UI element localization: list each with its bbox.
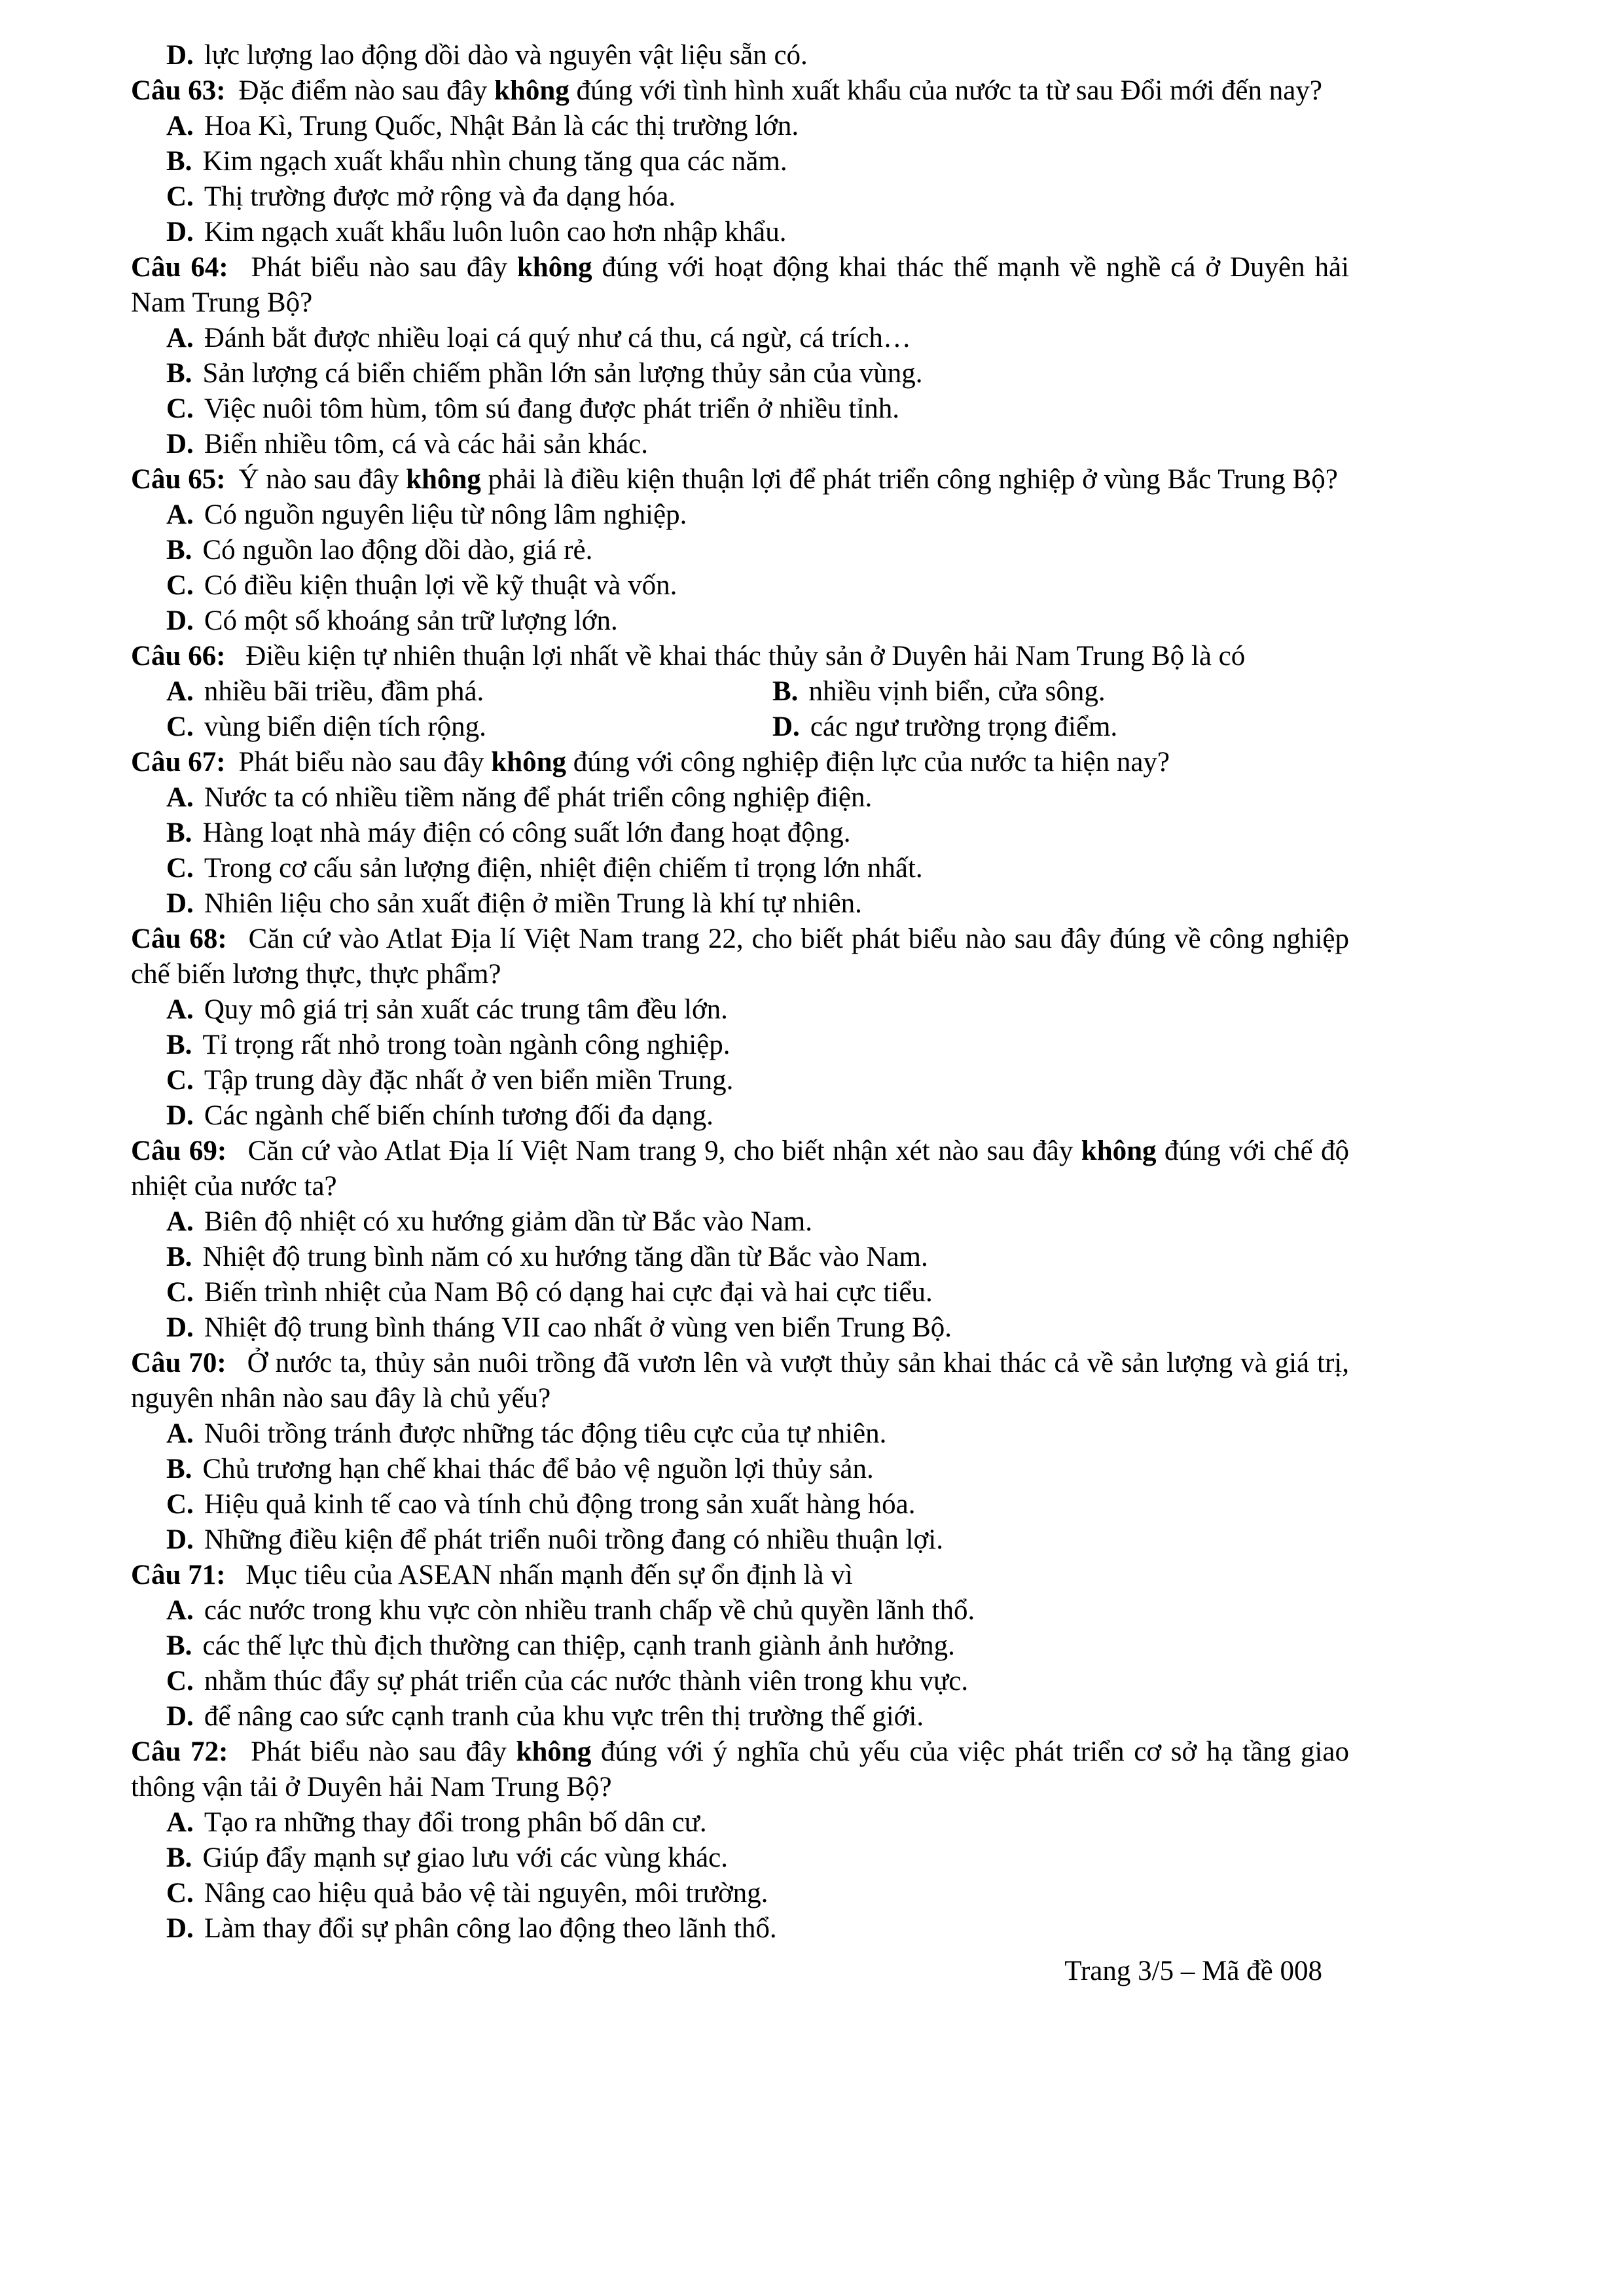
option-text: Thị trường được mở rộng và đa dạng hóa. [204,181,676,212]
option-row [131,533,1349,568]
option-row [131,1487,1349,1522]
option-row [131,1275,1349,1310]
option-row [131,1805,1349,1840]
option-letter: B. [166,817,192,848]
option-text: các thế lực thù địch thường can thiệp, cạnh tranh giành ảnh hưởng. [202,1630,955,1661]
options-list [131,780,1349,922]
option-row [131,391,1349,427]
options-list [131,1593,1349,1734]
stem-text: Điều kiện tự nhiên thuận lợi nhất về khai thác thủy sản ở Duyên hải Nam Trung Bộ là có [238,641,1246,672]
option-letter: C. [166,181,194,212]
option-row [131,568,1349,603]
option-text: các ngư trường trọng điểm. [810,711,1118,742]
option-text: Trong cơ cấu sản lượng điện, nhiệt điện chiếm tỉ trọng lớn nhất. [204,853,923,884]
option-text: Nhiệt độ trung bình năm có xu hướng tăng dần từ Bắc vào Nam. [202,1242,928,1272]
stem-text: đúng với tình hình xuất khẩu của nước ta từ sau Đổi mới đến nay? [569,75,1322,106]
stem-text: Đặc điểm nào sau đây [238,75,494,106]
option-row [131,356,1349,391]
option-row [131,1240,1349,1275]
option-row [131,1699,1349,1734]
option-letter: B. [166,535,192,565]
option-text: Có điều kiện thuận lợi về kỹ thuật và vốn. [204,570,677,601]
question-block [131,639,1349,745]
stem-text: Phát biểu nào sau đây [241,1736,516,1767]
option-text: Các ngành chế biến chính tương đối đa dạng. [204,1100,713,1131]
options-list [131,1204,1349,1346]
option-row [772,674,1349,709]
question-block [131,1734,1349,1946]
option-letter: D. [166,1312,194,1343]
option-row [131,851,1349,886]
questions-container [131,38,1349,1946]
option-row [131,1593,1349,1628]
option-row [131,427,1349,462]
option-letter: C. [166,393,194,424]
option-text: nhiều bãi triều, đầm phá. [204,676,484,707]
options-list [131,497,1349,639]
question-number: Câu 69: [131,1136,227,1166]
option-row [131,1840,1349,1876]
option-row [131,144,1349,179]
options-list [131,1805,1349,1946]
option-letter: D. [166,1701,194,1732]
option-text: Nuôi trồng tránh được những tác động tiêu cực của tự nhiên. [204,1418,887,1449]
option-letter: B. [166,1630,192,1661]
option-letter: C. [166,1666,194,1696]
option-letter: B. [166,146,192,177]
question-stem [131,1134,1349,1204]
question-number: Câu 64: [131,252,228,283]
option-text: Đánh bắt được nhiều loại cá quý như cá thu, cá ngừ, cá trích… [204,323,911,353]
stem-text: Căn cứ vào Atlat Địa lí Việt Nam trang 9, cho biết nhận xét nào sau đây [240,1136,1081,1166]
option-text: Kim ngạch xuất khẩu nhìn chung tăng qua các năm. [202,146,787,177]
option-row [131,1628,1349,1664]
option-row [131,1204,1349,1240]
option-row [131,780,1349,816]
option-row [131,1452,1349,1487]
option-letter: D. [166,888,194,919]
option-text: Việc nuôi tôm hùm, tôm sú đang được phát triển ở nhiều tỉnh. [204,393,900,424]
question-block [131,1134,1349,1346]
stem-text: Ý nào sau đây [238,464,406,495]
option-letter: D. [772,711,800,742]
option-letter: D. [166,217,194,247]
option-row [131,1416,1349,1452]
option-text: Những điều kiện để phát triển nuôi trồng đang có nhiều thuận lợi. [204,1524,943,1555]
options-list [131,1416,1349,1558]
question-stem [131,639,1349,674]
option-text: vùng biển diện tích rộng. [204,711,486,742]
options-list [131,992,1349,1134]
option-letter: D. [166,429,194,459]
option-row [166,709,772,745]
option-letter: B. [166,1454,192,1484]
option-row [131,1876,1349,1911]
stem-text: đúng với ý nghĩa chủ yếu của việc phát triển cơ sở hạ tầng giao thông vận tải ở Duyên hải Nam Trung Bộ? [131,1736,1349,1803]
option-letter: C. [166,711,194,742]
option-text: Làm thay đổi sự phân công lao động theo lãnh thổ. [204,1913,777,1944]
option-row [166,674,772,709]
question-number: Câu 63: [131,75,226,106]
option-letter: C. [166,853,194,884]
option-row [772,709,1349,745]
option-letter: B. [166,1842,192,1873]
option-text: lực lượng lao động dồi dào và nguyên vật liệu sẵn có. [204,40,808,71]
stem-text: Phát biểu nào sau đây [238,747,492,778]
option-letter: A. [166,782,194,813]
option-text: Giúp đẩy mạnh sự giao lưu với các vùng khác. [202,1842,728,1873]
stem-emphasis: không [406,464,481,495]
option-letter: B. [166,1030,192,1060]
option-letter: C. [166,1065,194,1096]
option-text: Kim ngạch xuất khẩu luôn luôn cao hơn nhập khẩu. [204,217,787,247]
option-row [131,1310,1349,1346]
question-stem [131,745,1349,780]
option-letter: A. [166,1595,194,1626]
option-text: Tỉ trọng rất nhỏ trong toàn ngành công nghiệp. [202,1030,731,1060]
option-row [131,886,1349,922]
stem-text: đúng với công nghiệp điện lực của nước ta hiện nay? [566,747,1170,778]
stem-text: phải là điều kiện thuận lợi để phát triển công nghiệp ở vùng Bắc Trung Bộ? [480,464,1338,495]
question-stem [131,922,1349,992]
stem-text: Mục tiêu của ASEAN nhấn mạnh đến sự ổn định là vì [238,1560,853,1590]
question-block [131,745,1349,922]
option-text: nhiều vịnh biển, cửa sông. [808,676,1106,707]
options-list [131,109,1349,250]
stem-emphasis: không [491,747,567,778]
option-text: Biên độ nhiệt có xu hướng giảm dần từ Bắc vào Nam. [204,1206,812,1237]
question-number: Câu 70: [131,1348,226,1378]
option-text: Tập trung dày đặc nhất ở ven biển miền Trung. [204,1065,734,1096]
question-stem [131,462,1349,497]
option-text: Sản lượng cá biển chiếm phần lớn sản lượng thủy sản của vùng. [202,358,923,389]
option-row [131,215,1349,250]
option-letter: A. [166,994,194,1025]
option-row [131,1664,1349,1699]
question-number: Câu 71: [131,1560,226,1590]
option-text: Nước ta có nhiều tiềm năng để phát triển công nghiệp điện. [204,782,873,813]
option-letter: B. [772,676,799,707]
option-row [131,603,1349,639]
option-text: Nâng cao hiệu quả bảo vệ tài nguyên, môi trường. [204,1878,768,1909]
option-row [131,1911,1349,1946]
option-letter: B. [166,1242,192,1272]
question-number: Câu 65: [131,464,226,495]
option-text: Nhiên liệu cho sản xuất điện ở miền Trung là khí tự nhiên. [204,888,862,919]
option-letter: A. [166,499,194,530]
option-row [131,1063,1349,1098]
option-letter: D. [166,40,194,71]
option-text: để nâng cao sức cạnh tranh của khu vực trên thị trường thế giới. [204,1701,924,1732]
option-letter: C. [166,570,194,601]
option-text: Biến trình nhiệt của Nam Bộ có dạng hai cực đại và hai cực tiểu. [204,1277,933,1308]
page-footer: Trang 3/5 – Mã đề 008 [1064,1956,1322,1986]
question-stem [131,250,1349,321]
options-list [131,674,1349,745]
question-block [131,1346,1349,1558]
option-row [131,38,1349,73]
option-text: Hiệu quả kinh tế cao và tính chủ động trong sản xuất hàng hóa. [204,1489,916,1520]
question-number: Câu 68: [131,924,227,954]
option-row [131,1098,1349,1134]
option-letter: C. [166,1878,194,1909]
option-text: nhằm thúc đẩy sự phát triển của các nước thành viên trong khu vực. [204,1666,969,1696]
option-letter: A. [166,1807,194,1838]
option-letter: A. [166,676,194,707]
option-text: Hoa Kì, Trung Quốc, Nhật Bản là các thị trường lớn. [204,111,799,141]
question-block [131,1558,1349,1734]
option-letter: A. [166,1206,194,1237]
option-text: Có nguồn nguyên liệu từ nông lâm nghiệp. [204,499,687,530]
option-letter: D. [166,1524,194,1555]
stem-emphasis: không [494,75,569,106]
option-text: Tạo ra những thay đổi trong phân bố dân cư. [204,1807,707,1838]
option-letter: D. [166,1100,194,1131]
stem-text: đúng với hoạt động khai thác thế mạnh về nghề cá ở Duyên hải Nam Trung Bộ? [131,252,1349,318]
option-letter: D. [166,605,194,636]
stem-text: Ở nước ta, thủy sản nuôi trồng đã vươn lên và vượt thủy sản khai thác cả về sản lượng và giá trị, nguyên nhân nào sau đây là chủ yếu? [131,1348,1349,1414]
question-number: Câu 66: [131,641,226,672]
option-letter: A. [166,111,194,141]
option-text: Chủ trương hạn chế khai thác để bảo vệ nguồn lợi thủy sản. [202,1454,874,1484]
question-stem [131,1734,1349,1805]
option-letter: B. [166,358,192,389]
option-row [131,109,1349,144]
stem-text: đúng với chế độ nhiệt của nước ta? [131,1136,1349,1202]
option-row [131,1522,1349,1558]
option-text: Có nguồn lao động dồi dào, giá rẻ. [202,535,593,565]
question-number: Câu 67: [131,747,226,778]
option-row [131,497,1349,533]
option-row [131,179,1349,215]
question-stem [131,1558,1349,1593]
question-stem [131,1346,1349,1416]
option-text: Hàng loạt nhà máy điện có công suất lớn đang hoạt động. [202,817,851,848]
option-text: Có một số khoáng sản trữ lượng lớn. [204,605,618,636]
question-block [131,922,1349,1134]
stem-emphasis: không [516,252,592,283]
option-row [131,992,1349,1028]
option-letter: C. [166,1277,194,1308]
stem-emphasis: không [516,1736,592,1767]
option-text: Biển nhiều tôm, cá và các hải sản khác. [204,429,648,459]
option-text: Quy mô giá trị sản xuất các trung tâm đều lớn. [204,994,728,1025]
option-row [131,321,1349,356]
stem-text: Phát biểu nào sau đây [241,252,517,283]
option-letter: D. [166,1913,194,1944]
option-letter: A. [166,1418,194,1449]
option-letter: A. [166,323,194,353]
stem-emphasis: không [1081,1136,1157,1166]
question-number: Câu 72: [131,1736,228,1767]
option-row [131,1028,1349,1063]
options-list [131,321,1349,462]
question-stem [131,73,1349,109]
question-block [131,250,1349,462]
option-letter: C. [166,1489,194,1520]
question-block [131,73,1349,250]
question-block [131,462,1349,639]
stem-text: Căn cứ vào Atlat Địa lí Việt Nam trang 22, cho biết phát biểu nào sau đây đúng về công nghiệp chế biến lương thực, thực phẩm? [131,924,1349,990]
option-text: Nhiệt độ trung bình tháng VII cao nhất ở vùng ven biển Trung Bộ. [204,1312,952,1343]
option-row [131,816,1349,851]
option-text: các nước trong khu vực còn nhiều tranh chấp về chủ quyền lãnh thổ. [204,1595,975,1626]
